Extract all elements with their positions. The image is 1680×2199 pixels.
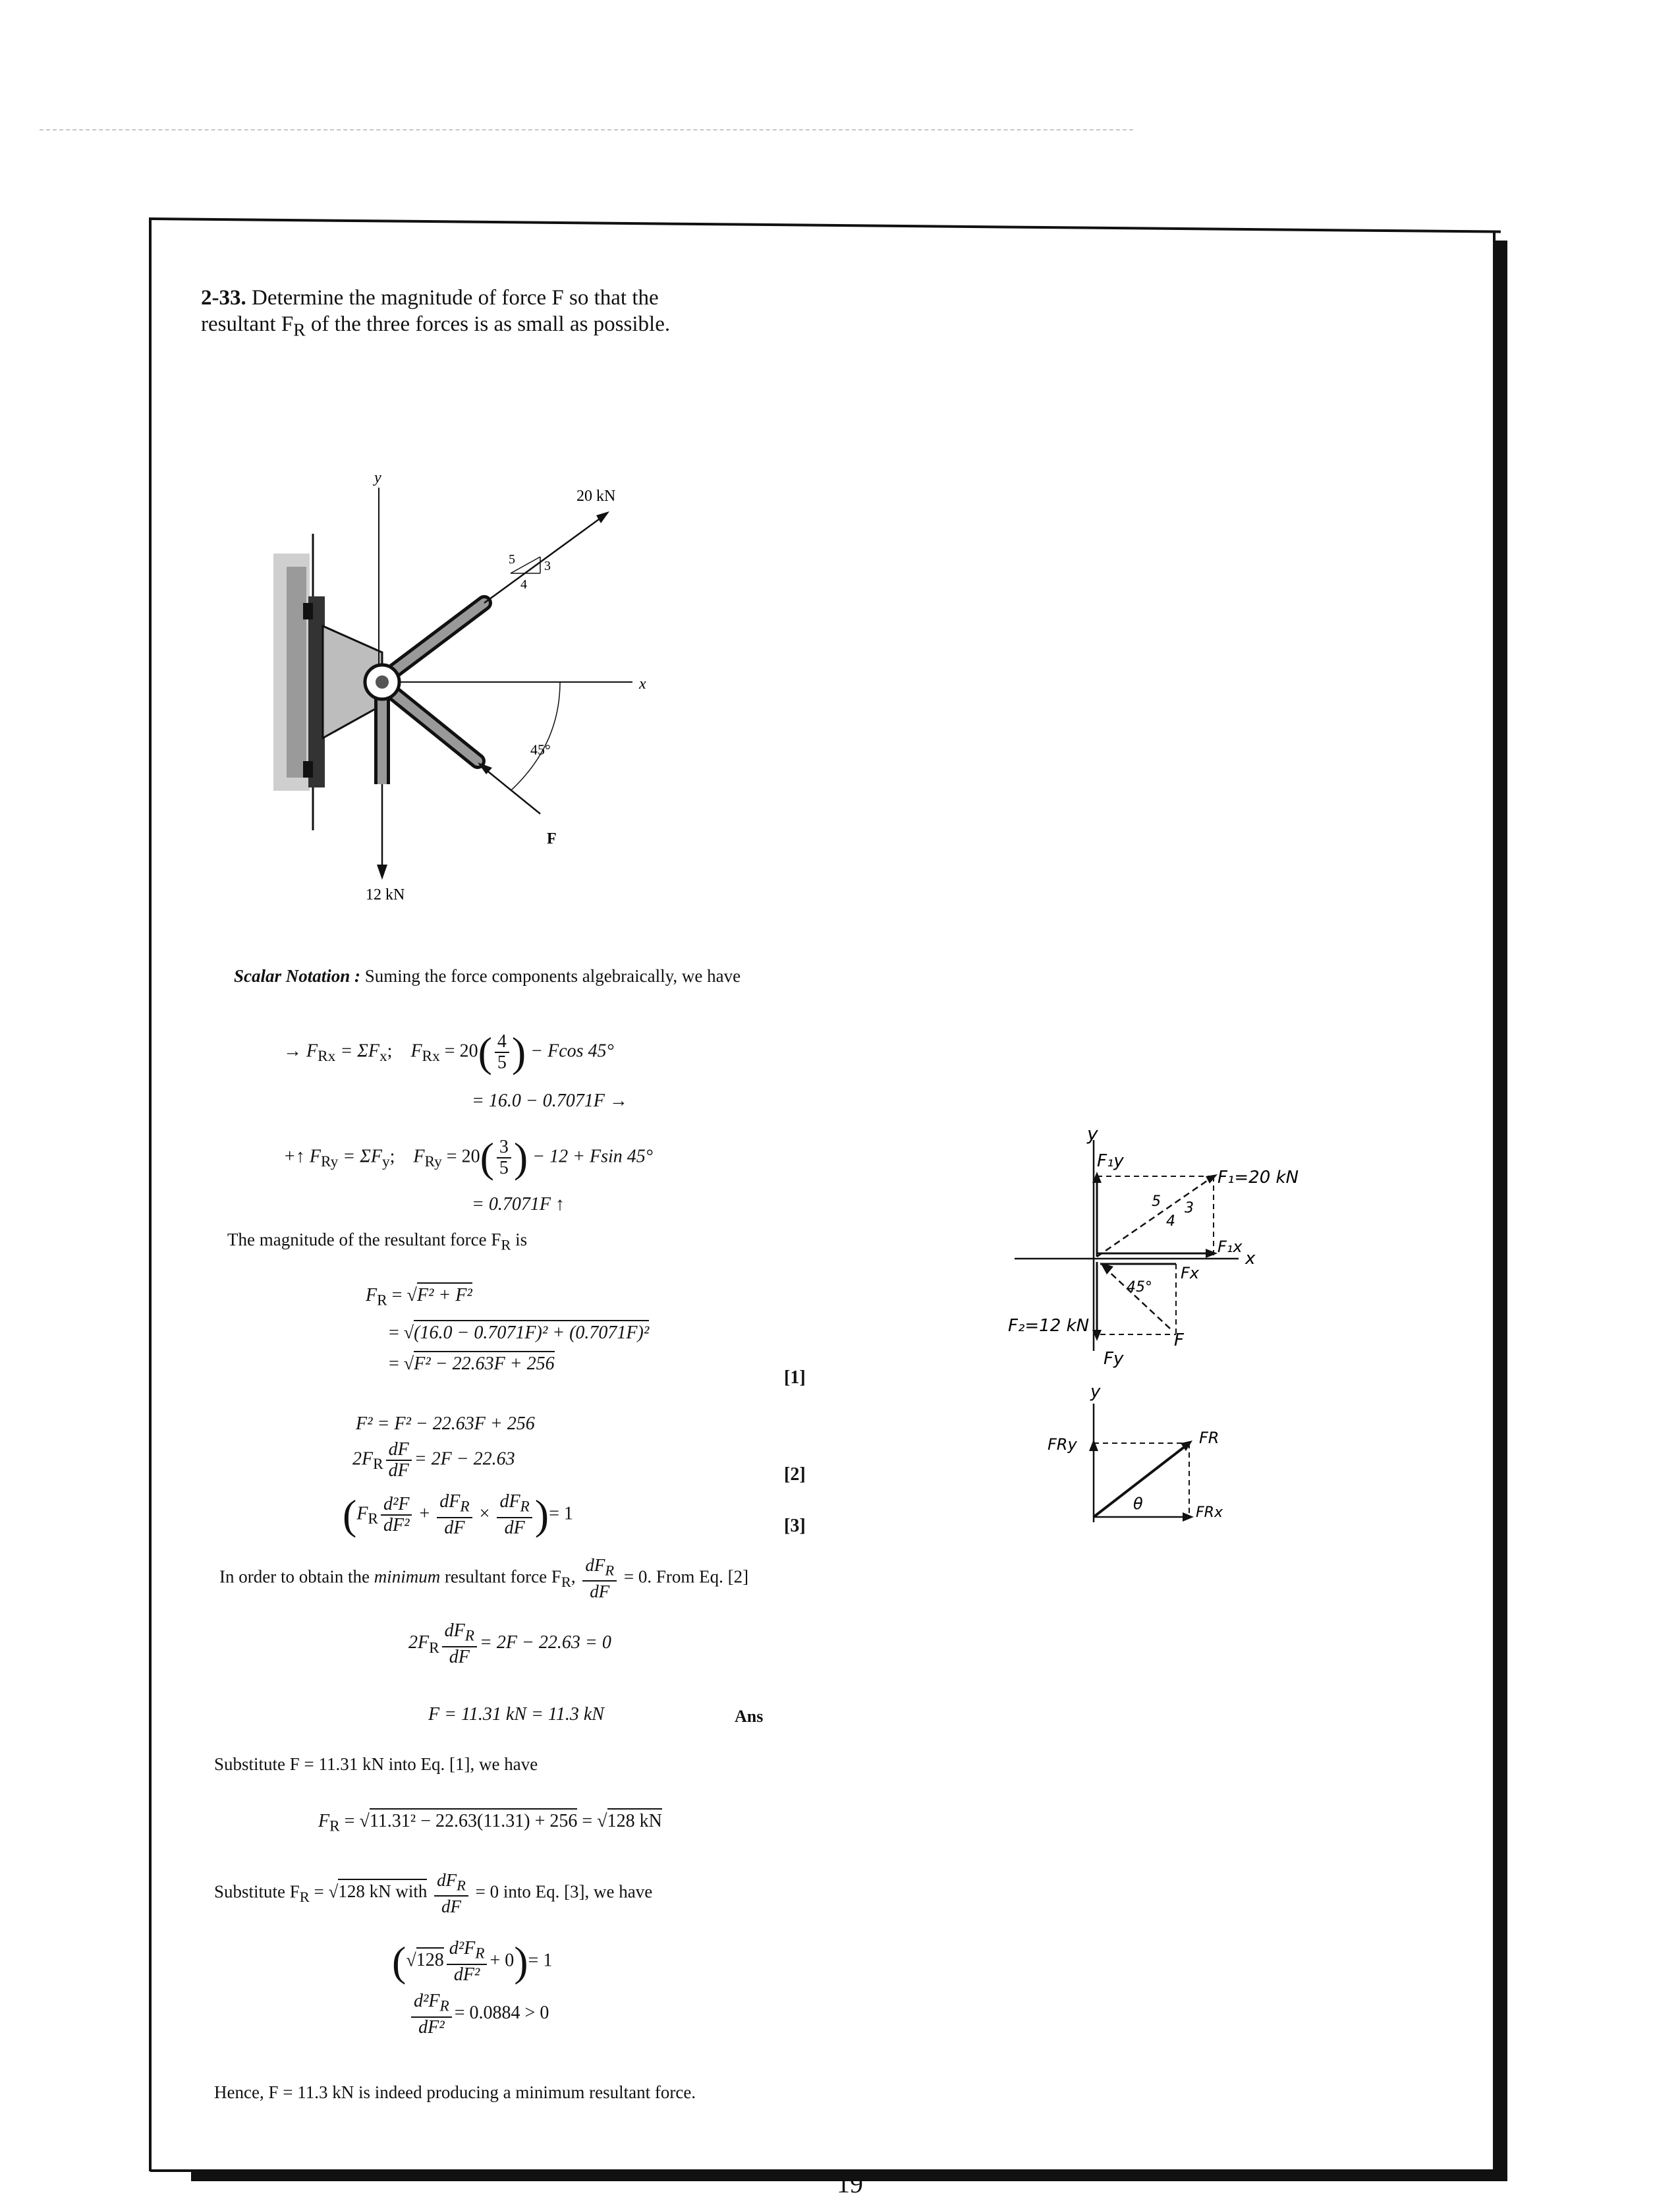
eq2-frac-den: 5	[499, 1158, 509, 1178]
substitute-f-result: $F_R = √11.31^2 - 22.63(11.31) + 256 = √128$ kN	[318, 1811, 662, 1836]
figure-force-f: F	[547, 830, 557, 847]
sketch-y-top: y	[1087, 1123, 1098, 1145]
eq1-lhs: → F	[283, 1041, 318, 1062]
page-shadow-right	[1496, 241, 1507, 2181]
second-derivative-result: $\frac{d^2F_R}{\text{dF²}}$ = 0.0884 > 0	[408, 1991, 549, 2038]
answer-line: F = 11.31 kN = 11.3 kN	[428, 1704, 604, 1725]
eq-number-3: [3]	[784, 1516, 806, 1536]
figure-angle-45: 45°	[530, 741, 551, 758]
fr-line1-rhs: F² + F²	[417, 1282, 472, 1305]
magnitude-statement: The magnitude of the resultant force $F_R$ is	[227, 1230, 528, 1253]
scan-top-edge	[40, 129, 1133, 130]
eq1-frac-num: 4	[495, 1032, 509, 1053]
set-zero-rhs: = 2F − 22.63 = 0	[480, 1632, 611, 1653]
sketch-f1y: F₁y	[1097, 1151, 1124, 1171]
magnitude-text: The magnitude of the resultant force F	[227, 1230, 501, 1249]
eq2-frac-num: 3	[497, 1137, 511, 1158]
eq-number-2: [2]	[784, 1464, 806, 1485]
eq2-lhs2: = ΣF	[338, 1146, 382, 1167]
scalar-notation-label: Scalar Notation :	[234, 966, 361, 986]
eq1-lhs2: = ΣF	[335, 1041, 379, 1062]
result-rhs: = 0.0884 > 0	[454, 2003, 549, 2024]
sketch-f1x: F₁x	[1218, 1238, 1243, 1256]
figure-slope-5: 5	[509, 552, 515, 567]
problem-line-2-end: of the three forces is as small as possible.	[305, 312, 671, 336]
problem-statement	[201, 285, 794, 343]
sketch-angle: 45°	[1127, 1279, 1152, 1296]
min-text-c: resultant force F	[444, 1566, 561, 1587]
eq-number-1: [1]	[784, 1367, 806, 1388]
second-d2: d²F	[381, 1495, 412, 1516]
diff-num: dF	[386, 1440, 412, 1461]
page-border-left	[149, 217, 152, 2171]
figure-slope-4: 4	[520, 577, 527, 592]
second-rhs: = 1	[549, 1503, 573, 1524]
problem-figure	[250, 461, 712, 923]
sub1-eq: 11.31² − 22.63(11.31) + 256	[370, 1808, 578, 1831]
fr-line2: = √(16.0 − 0.7071F)² + (0.7071F)²	[389, 1323, 649, 1344]
minimum-statement: In order to obtain the minimum resultant force $F_R$, $\frac{dF_R}{dF}$ = 0. From Eq. [2]	[219, 1555, 749, 1602]
figure-slope-3: 3	[544, 559, 551, 573]
fr-line2-rhs: (16.0 − 0.7071F)² + (0.7071F)²	[414, 1320, 649, 1343]
sketch-f2-label: F₂=12 kN	[1008, 1316, 1090, 1336]
second-df2: dF²	[383, 1515, 410, 1535]
figure-force-20: 20 kN	[576, 488, 616, 505]
sketch-theta: θ	[1133, 1495, 1143, 1513]
sub2-b: 128 kN with	[338, 1879, 427, 1901]
check-inner: 128	[416, 1947, 444, 1970]
diff-rhs: = 2F − 22.63	[414, 1448, 515, 1470]
solution-intro-text: Suming the force components algebraically, we have	[360, 966, 741, 986]
magnitude-text-end: is	[511, 1230, 528, 1249]
check-eq: = 1	[528, 1950, 553, 1971]
eq2-rhs-a: = 20	[441, 1146, 480, 1167]
min-text-b: minimum	[374, 1566, 441, 1587]
answer-label: Ans	[735, 1707, 764, 1726]
fr-line1-lhs: F	[366, 1285, 378, 1305]
first-derivative: $2F_R$ $\frac{dF}{dF}$ = 2F − 22.63	[352, 1439, 515, 1481]
sub2-c: = 0 into Eq. [3], we have	[475, 1881, 653, 1902]
eq2-lhs: +↑ F	[283, 1146, 321, 1167]
eq1-mid: F	[410, 1041, 422, 1062]
second-derivative: ($F_R$ $\frac{\text{d²F}}{\text{dF²}}$ + $\frac{dF_R}{dF}$ × $\frac{dF_R}{dF}$ )= 1	[343, 1491, 573, 1538]
sketch-slope-3: 3	[1185, 1200, 1194, 1216]
substitute-f: Substitute F = 11.31 kN into Eq. [1], we have	[214, 1754, 538, 1774]
min-text-d: = 0. From Eq. [2]	[623, 1566, 749, 1587]
set-zero-equation: $2F_R$ $\frac{dF_R}{dF}$ = 2F − 22.63 = 0	[408, 1620, 611, 1667]
check-equation: (√128 $\frac{d^2F_R}{\text{dF²}}$ + 0)= 1	[392, 1938, 553, 1985]
eq-fy-line2: = 0.7071F ↑	[472, 1194, 565, 1214]
conclusion: Hence, F = 11.3 kN is indeed producing a minimum resultant force.	[214, 2082, 696, 2102]
sketch-slope-5: 5	[1152, 1193, 1161, 1210]
check-rhs: + 0	[490, 1950, 515, 1971]
sub1-eq-end: 128 kN	[607, 1808, 662, 1831]
problem-line-1: Determine the magnitude of force F so that the	[252, 286, 659, 310]
eq2-rhs-b: − 12 + Fsin 45°	[528, 1146, 653, 1167]
min-text-a: In order to obtain the	[219, 1566, 370, 1587]
sketch-fr: FR	[1199, 1429, 1219, 1447]
problem-line-2: resultant F	[201, 312, 294, 336]
sketch-fry: FRy	[1048, 1435, 1077, 1454]
eq1-rhs-b: − Fcos 45°	[526, 1041, 614, 1062]
eq2-mid: F	[413, 1146, 425, 1167]
figure-x-axis-label: x	[639, 675, 646, 693]
eq1-frac-den: 5	[497, 1052, 507, 1073]
figure-force-12: 12 kN	[366, 886, 405, 903]
sketch-y-bottom: y	[1090, 1382, 1101, 1402]
diff-lhs: 2F	[352, 1448, 374, 1470]
page-number: 19	[837, 2169, 863, 2198]
sketch-slope-4: 4	[1166, 1213, 1175, 1230]
wall-hatching	[273, 554, 310, 791]
problem-number: 2-33.	[201, 286, 246, 310]
sketch-f1-label: F₁=20 kN	[1218, 1168, 1299, 1187]
substitute-fr: Substitute $F_R = √128$ kN with $\frac{dF_R}{dF}$ = 0 into Eq. [3], we have	[214, 1870, 653, 1917]
hand-sketch	[1008, 1114, 1377, 1535]
problem-line-2-sub: R	[293, 319, 306, 340]
solution-intro	[234, 966, 741, 986]
eq-fy-line1: +↑ $F_{Ry} = \Sigma F_y$; $F_{Ry} = 20$( $\frac{3}{5}$ ) − 12 + Fsin 45°	[283, 1134, 653, 1181]
sub2-a: Substitute F	[214, 1881, 300, 1902]
sketch-fy: Fy	[1104, 1349, 1124, 1369]
sketch-x-label: x	[1245, 1249, 1256, 1269]
page-border-top	[150, 217, 1501, 233]
sketch-fx: Fx	[1181, 1264, 1200, 1282]
diff-den: dF	[388, 1460, 409, 1481]
fr-line1: $F_R = √F^2 + F^2$	[366, 1285, 472, 1310]
fr-line3-rhs: F² − 22.63F + 256	[414, 1351, 554, 1374]
eq-fx-line1: → $F_{Rx} = \Sigma F_x$; $F_{Rx} = 20$( $\frac{4}{5}$ ) − Fcos 45°	[283, 1029, 614, 1075]
figure-y-axis-label: y	[374, 469, 381, 486]
eq-fx-line2: = 16.0 − 0.7071F →	[472, 1091, 628, 1111]
fr-line3: = √F² − 22.63F + 256	[389, 1354, 555, 1375]
fr-squared: F² = F² − 22.63F + 256	[356, 1414, 535, 1434]
eq1-rhs-a: = 20	[439, 1041, 478, 1062]
sketch-f: F	[1174, 1330, 1184, 1350]
sketch-frx: FRx	[1196, 1504, 1223, 1521]
